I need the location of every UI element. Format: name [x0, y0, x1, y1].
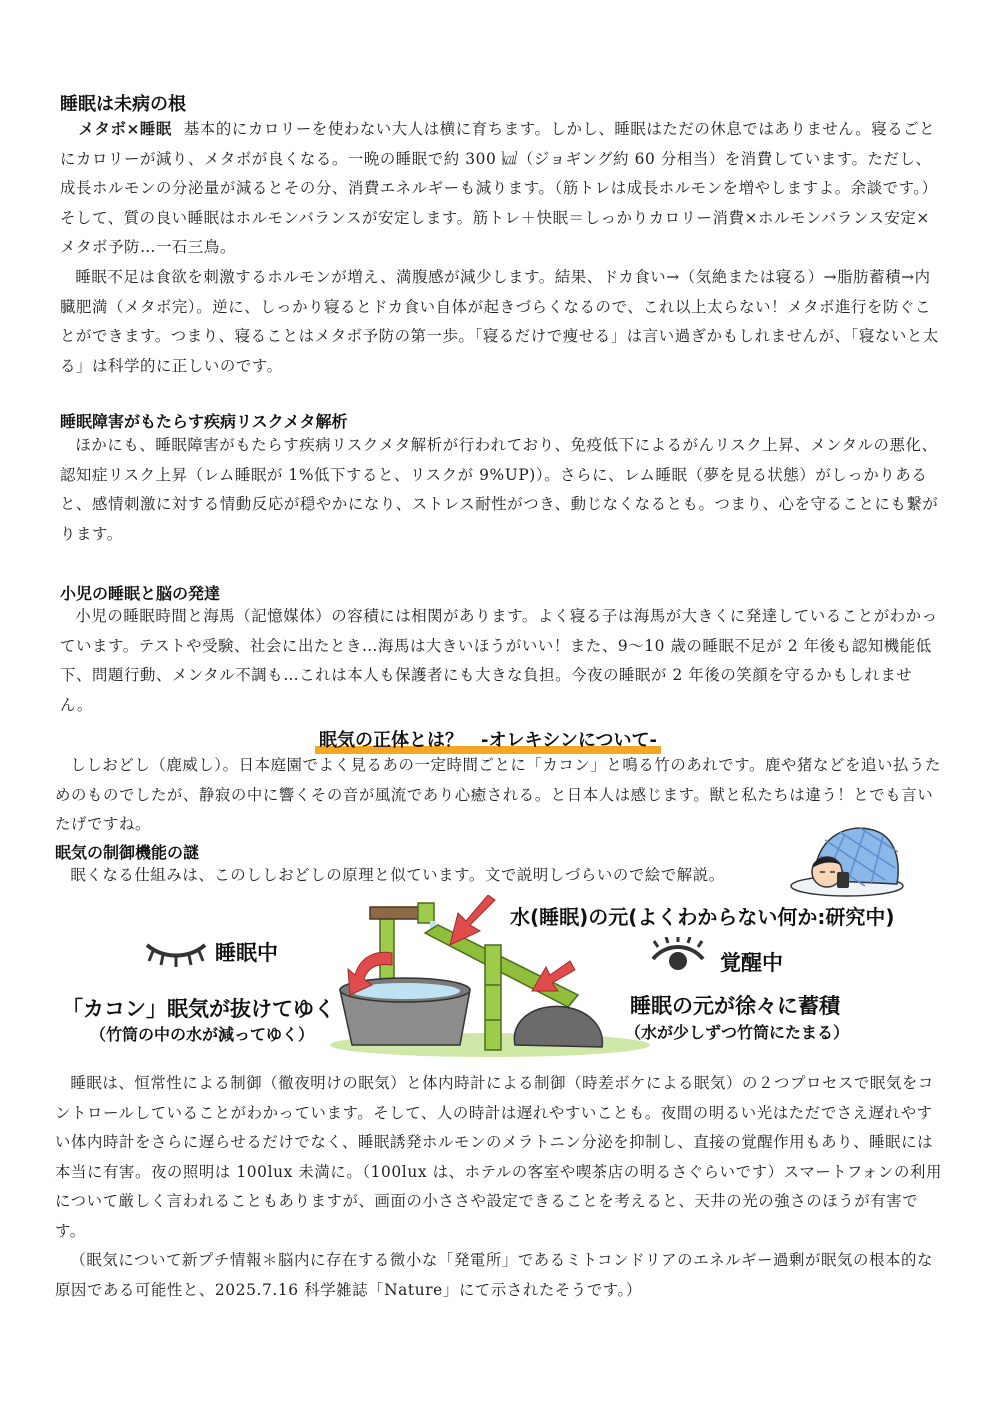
section-title-child-brain: 小児の睡眠と脳の発達 [60, 584, 221, 603]
label-water-filling: （水が少しずつ竹筒にたまる） [625, 1023, 850, 1042]
open-eye-icon [650, 937, 706, 973]
paragraph-risk: ほかにも、睡眠障害がもたらす疾病リスクメタ解析が行われており、免疫低下によるがんリスク上昇、メンタルの悪化、認知症リスク上昇（レム睡眠が 1%低下すると、リスクが 9%UP)）。さらに、レム睡眠（夢を見る状態）がしっかりあると、感情刺激に対する情動反応が穏やかになり、ストレス耐性がつき、動じなくなるとも。つまり、心を守ることにも繋がります。 [60, 436, 939, 543]
paragraph-metabo-2: 睡眠不足は食欲を刺激するホルモンが増え、満腹感が減少します。結果、ドカ食い→（気絶または寝る）→脂肪蓄積→内臓肥満（メタボ完）。逆に、しっかり寝るとドカ食い自体が起きづらくなるので、これ以上太らない！メタボ進行を防ぐことができます。つまり、寝ることはメタボ予防の第一歩。「寝るだけで痩せる」は言い過ぎかもしれませんが、「寝ないと太る」は科学的に正しいのです。 [60, 268, 939, 375]
paragraph-control: 眠くなる仕組みは、このししおどしの原理と似ています。文で説明しづらいので絵で解説。 [70, 866, 725, 884]
label-water-source: 水(睡眠)の元(よくわからない何か:研究中) [510, 905, 895, 929]
label-accumulating: 睡眠の元が徐々に蓄積 [630, 994, 840, 1018]
paragraph-shishiodoshi: ししおどし（鹿威し）。日本庭園でよく見るあの一定時間ごとに「カコン」と鳴る竹のあれです。鹿や猪などを追い払うためのものでしたが、静寂の中に響くその音が風流であり心癒される。と日本人は感じます。獣と私たちは違う！とでも言いたげですね。 [55, 756, 941, 833]
section-title-control: 眠気の制御機能の謎 [55, 843, 200, 862]
section-title-risk-meta: 睡眠障害がもたらす疾病リスクメタ解析 [60, 412, 348, 431]
paragraph-metabo-1 [60, 115, 945, 263]
sleeping-child-illustration [785, 820, 905, 900]
closed-eye-icon [143, 937, 209, 967]
section-title-mibyo: 睡眠は未病の根 [60, 94, 186, 115]
paragraph-circadian: 睡眠は、恒常性による制御（徹夜明けの眠気）と体内時計による制御（時差ボケによる眠気）の２つプロセスで眠気をコントロールしていることがわかっています。そして、人の時計は遅れやすいことも。夜間の明るい光はただでさえ遅れやすい体内時計をさらに遅らせるだけでなく、睡眠誘発ホルモンのメラトニン分泌を抑制し、直接の覚醒作用もあり、睡眠には本当に有害。夜の照明は 100lux 未満に。（100lux は、ホテルの客室や喫茶店の明るさぐらいです）スマートフォンの利用について厳しく言われることもありますが、画面の小ささや設定できることを考えると、天井の光の強さのほうが有害です。 [55, 1074, 942, 1240]
label-sleeping: 睡眠中 [215, 941, 278, 965]
paragraph-mitochondria: （眠気について新プチ情報＊脳内に存在する微小な「発電所」であるミトコンドリアのエネルギー過剰が眠気の根本的な原因である可能性と、2025.7.16 科学雑誌「Nature」にて示されたそうです。） [55, 1251, 933, 1299]
label-water-decreasing: （竹筒の中の水が減ってゆく） [90, 1025, 315, 1044]
banner-orexin: 眠気の正体とは？ -オレキシンについて- [315, 726, 661, 754]
paragraph-child: 小児の睡眠時間と海馬（記憶媒体）の容積には相関があります。よく寝る子は海馬が大きくに発達していることがわかっています。テストや受験、社会に出たとき…海馬は大きいほうがいい！また、9〜10 歳の睡眠不足が 2 年後も認知機能低下、問題行動、メンタル不調も…これは本人も保護者にも大きな負担。今夜の睡眠が 2 年後の笑顔を守るかもしれません。 [60, 607, 938, 714]
paragraph-text: 基本的にカロリーを使わない大人は横に育ちます。しかし、睡眠はただの休息ではありません。寝るごとにカロリーが減り、メタボが良くなる。一晩の睡眠で約 300 ㎉（ジョギング約 60 分相当）を消費しています。ただし、成長ホルモンの分泌量が減るとその分、消費エネルギーも減ります。（筋トレは成長ホルモンを増やしますよ。余談です。）そして、質の良い睡眠はホルモンバランスが安定します。筋トレ＋快眠＝しっかりカロリー消費×ホルモンバランス安定×メタボ予防…一石三鳥。 [60, 120, 938, 256]
lead-metabo-sleep: メタボ×睡眠 [78, 120, 172, 138]
label-drowsiness-leaving: 「カコン」眠気が抜けてゆく [62, 997, 335, 1021]
label-awake: 覚醒中 [720, 951, 783, 975]
